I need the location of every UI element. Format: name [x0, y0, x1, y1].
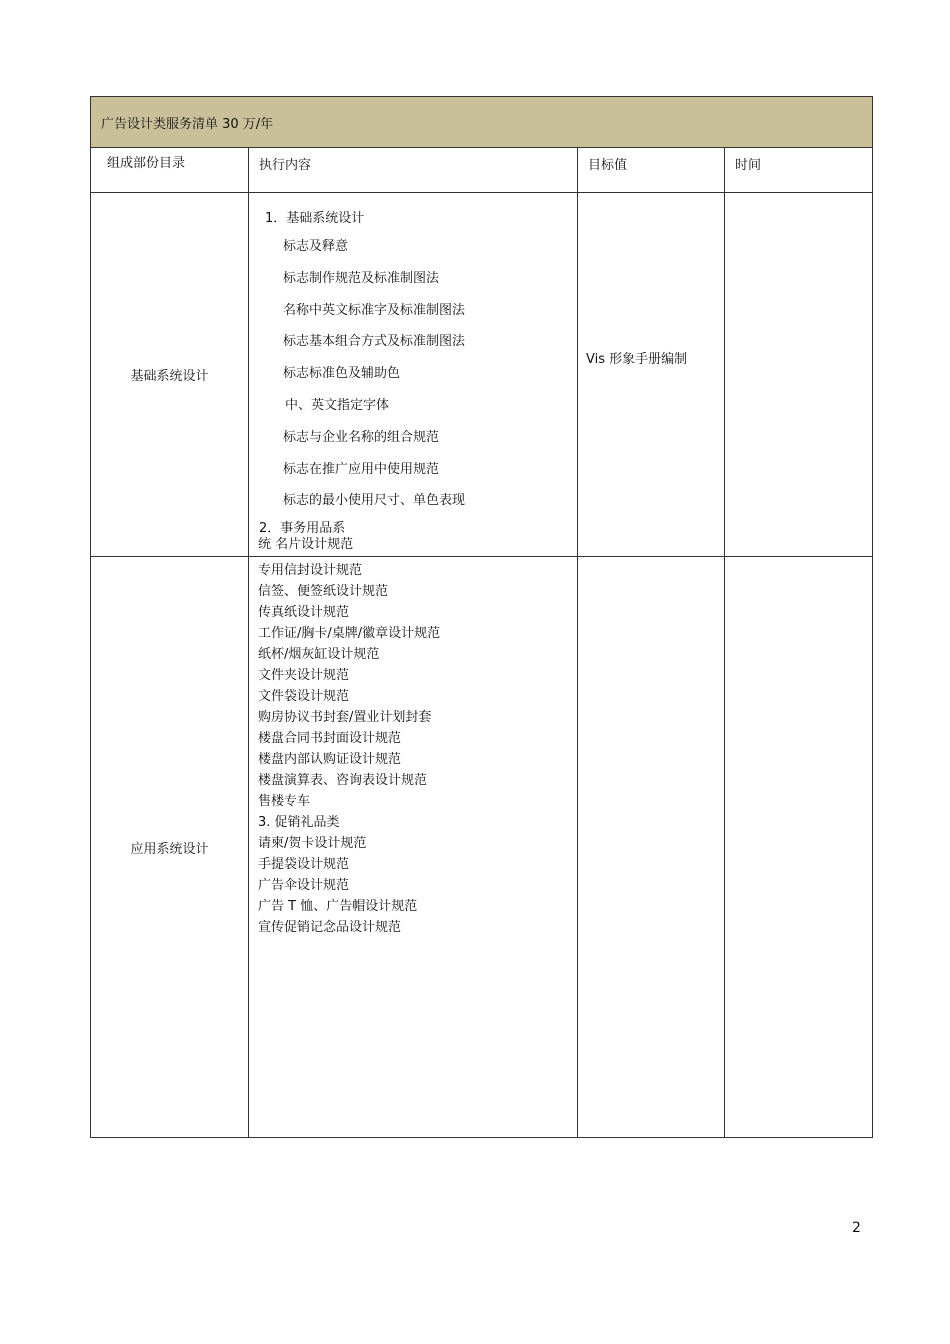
list-item: 宣传促销记念品设计规范	[258, 920, 402, 935]
list-item: 标志在推广应用中使用规范	[283, 461, 440, 477]
basic-target-value: Vis 形象手册编制	[586, 352, 688, 367]
list-item: 广告 T 恤、广告帽设计规范	[258, 899, 418, 914]
basic-footer-line: 2．事务用品系	[259, 521, 346, 536]
list-item: 工作证/胸卡/桌牌/徽章设计规范	[258, 626, 441, 641]
list-item: 手提袋设计规范	[258, 857, 350, 872]
basic-content-cell	[249, 193, 578, 557]
list-item: 售楼专车	[258, 794, 311, 809]
basic-heading: 1．基础系统设计	[265, 211, 365, 226]
list-item: 传真纸设计规范	[258, 605, 350, 620]
list-item: 广告伞设计规范	[258, 878, 350, 893]
list-item: 楼盘内部认购证设计规范	[258, 752, 402, 767]
application-target-cell	[578, 557, 725, 1138]
list-item: 楼盘演算表、咨询表设计规范	[258, 773, 428, 788]
title-row	[91, 97, 873, 148]
application-content-cell	[249, 557, 578, 1138]
list-item: 标志及释意	[283, 239, 349, 254]
service-list-sheet	[90, 96, 872, 1133]
basic-category-cell: 基础系统设计	[91, 193, 249, 557]
basic-footer	[258, 521, 353, 553]
application-content-list	[249, 557, 577, 938]
application-category-cell: 应用系统设计	[91, 557, 249, 1138]
list-item: 专用信封设计规范	[258, 563, 363, 578]
service-table	[90, 96, 873, 1138]
list-item: 信签、便签纸设计规范	[258, 584, 389, 599]
list-item: 文件袋设计规范	[258, 689, 350, 704]
application-time-cell	[725, 557, 873, 1138]
list-item: 文件夹设计规范	[258, 668, 350, 683]
list-item: 标志标准色及辅助色	[283, 366, 401, 382]
table-row	[91, 193, 873, 557]
header-target: 目标值	[578, 148, 725, 193]
list-item: 楼盘合同书封面设计规范	[258, 731, 402, 746]
basic-content-list	[249, 193, 577, 556]
list-item: 标志与企业名称的组合规范	[283, 429, 440, 445]
header-time: 时间	[725, 148, 873, 193]
list-item: 纸杯/烟灰缸设计规范	[258, 647, 380, 662]
page-number: 2	[852, 1220, 861, 1236]
basic-footer-line: 统 名片设计规范	[258, 537, 354, 552]
list-item: 标志制作规范及标准制图法	[283, 270, 440, 286]
list-item: 中、英文指定字体	[285, 397, 390, 413]
basic-time-cell	[725, 193, 873, 557]
list-item: 购房协议书封套/置业计划封套	[258, 710, 432, 725]
basic-target-cell	[578, 193, 725, 557]
list-item: 请柬/贺卡设计规范	[258, 836, 367, 851]
table-title: 广告设计类服务清单 30 万/年	[91, 97, 873, 148]
table-row	[91, 557, 873, 1138]
list-item: 3. 促销礼品类	[258, 815, 340, 830]
header-content: 执行内容	[249, 148, 578, 193]
list-item: 名称中英文标准字及标准制图法	[283, 302, 466, 318]
header-category: 组成部份目录	[91, 148, 249, 193]
list-item: 标志的最小使用尺寸、单色表现	[283, 493, 466, 509]
header-row	[91, 148, 873, 193]
list-item: 标志基本组合方式及标准制图法	[283, 334, 466, 350]
